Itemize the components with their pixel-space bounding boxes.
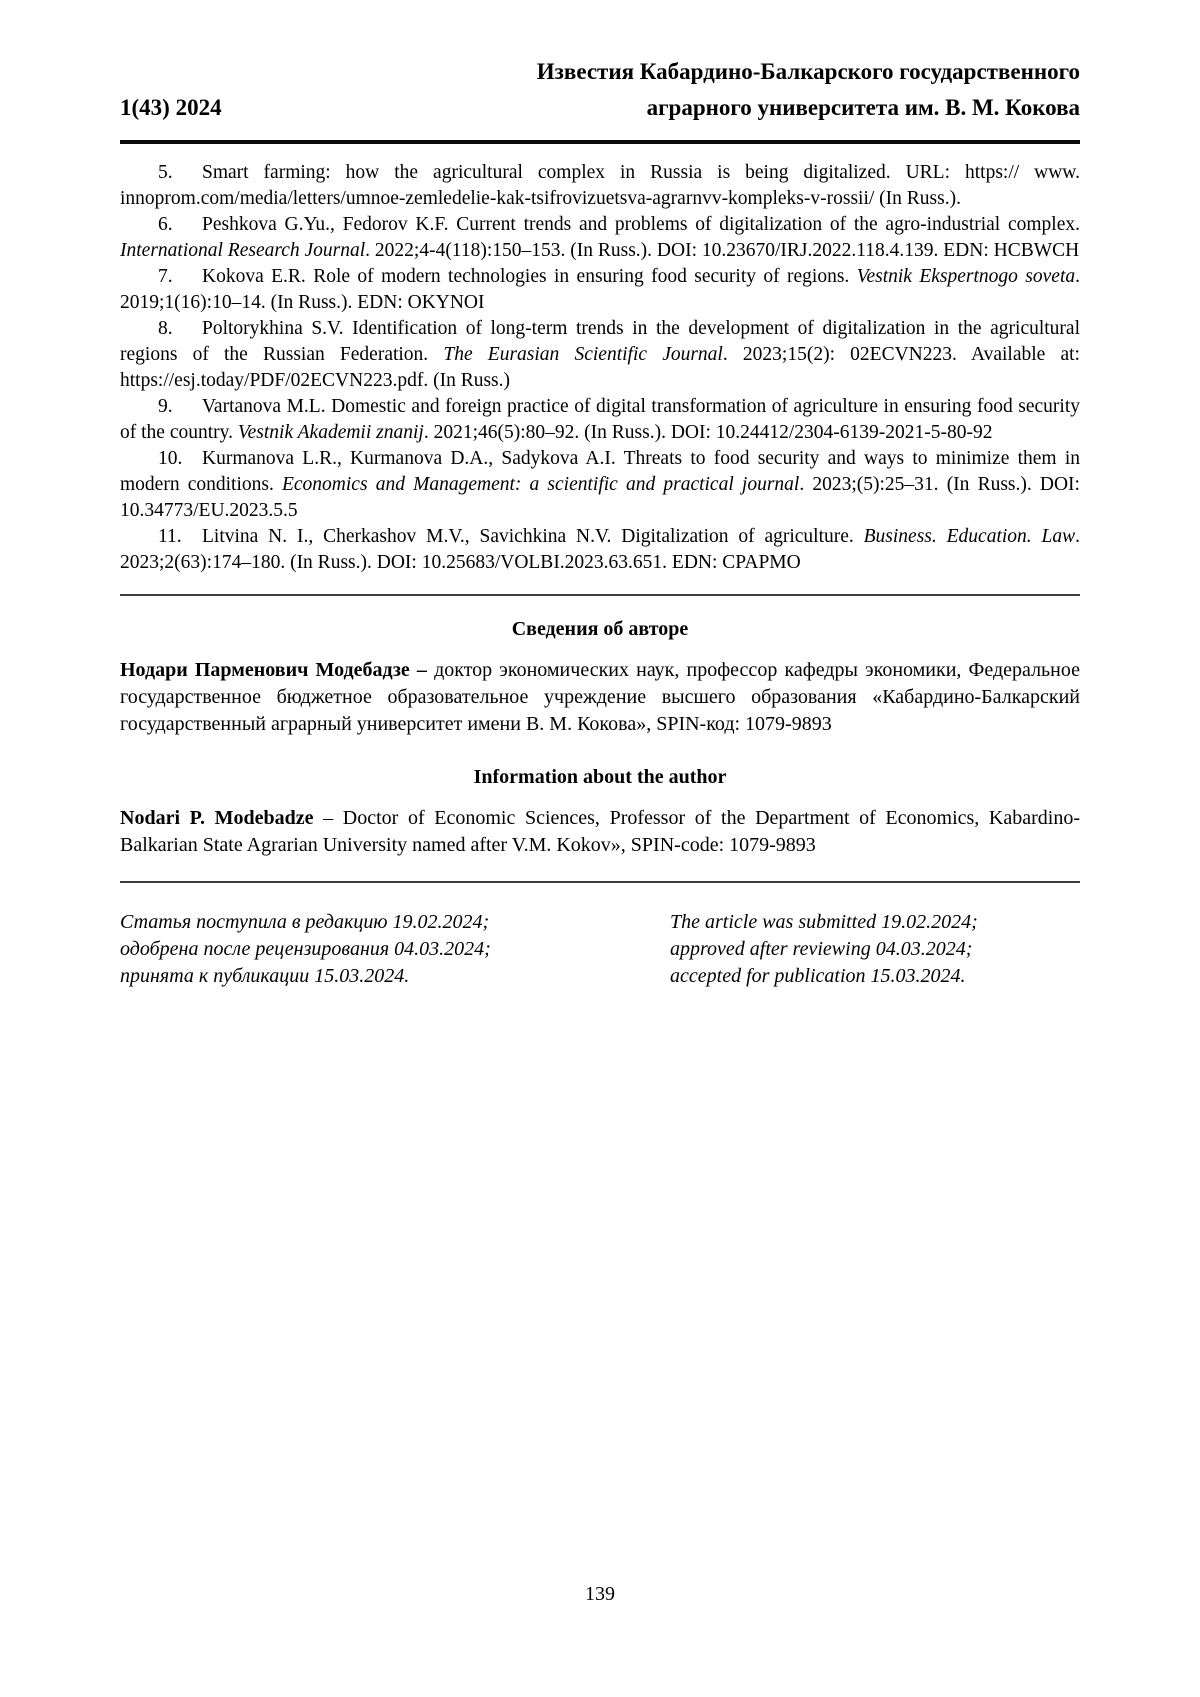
header-rule	[120, 140, 1080, 144]
submission-date-line: accepted for publication 15.03.2024.	[670, 965, 966, 987]
reference-number: 9.	[158, 396, 173, 417]
reference-text-segment: Smart farming: how the agricultural complex in Russia is being digitalized. URL: https:// www. innoprom.com/media/letters/umnoe-zemledelie-kak-tsifrovizuetsva-agrarnvv-kompleks-v-rossii/ (In Russ.).	[120, 162, 1080, 209]
reference-text-segment: Kokova E.R. Role of modern technologies in ensuring food security of regions.	[202, 266, 857, 287]
submission-date-line: The article was submitted 19.02.2024;	[670, 911, 978, 933]
reference-item	[120, 394, 1080, 446]
author-text-segment: Нодари Парменович Модебадзе –	[120, 659, 427, 681]
page-number: 139	[585, 1583, 615, 1605]
reference-item	[120, 316, 1080, 394]
page-header	[0, 0, 1200, 126]
journal-title-line2: аграрного университета им. В. М. Кокова	[646, 95, 1080, 120]
submission-dates-ru	[120, 909, 607, 990]
reference-item	[120, 212, 1080, 264]
reference-text-segment: Business. Education. Law	[863, 526, 1076, 547]
reference-text-segment: . 2021;46(5):80–92. (In Russ.). DOI: 10.24412/2304-6139-2021-5-80-92	[423, 422, 993, 443]
reference-text-segment: . 2022;4-4(118):150–153. (In Russ.). DOI: 10.23670/IRJ.2022.118.4.139. EDN: HCBWCH	[365, 240, 1080, 261]
author-info-ru	[120, 657, 1080, 738]
reference-text-segment: . 2023;2(63):174–180. (In Russ.). DOI: 10.25683/VOLBI.2023.63.651. EDN: CPAPMO	[120, 526, 1080, 573]
reference-text-segment: Vestnik Ekspertnogo soveta	[856, 266, 1076, 287]
reference-text-segment: Vestnik Akademii znanij	[237, 422, 424, 443]
reference-number: 5.	[158, 162, 173, 183]
reference-text-segment: Economics and Management: a scientific and practical journal	[281, 474, 800, 495]
submission-dates	[120, 909, 1080, 990]
reference-text-segment: . 2019;1(16):10–14. (In Russ.). EDN: OKYNOI	[120, 266, 1080, 313]
reference-text-segment: Poltorykhina S.V. Identification of long-term trends in the development of digitalization in the agricultural regions of the Russian Federation.	[120, 318, 1080, 365]
reference-text-segment: . 2023;15(2): 02ECVN223. Available at: https://esj.today/PDF/02ECVN223.pdf. (In Russ.)	[120, 344, 1080, 391]
reference-item	[120, 524, 1080, 576]
reference-number: 8.	[158, 318, 173, 339]
submission-date-line: принята к публикации 15.03.2024.	[120, 965, 410, 987]
reference-item	[120, 160, 1080, 212]
reference-text-segment: Peshkova G.Yu., Fedorov K.F. Current trends and problems of digitalization of the agro-industrial complex.	[202, 214, 1080, 235]
reference-text-segment: Litvina N. I., Cherkashov M.V., Savichkina N.V. Digitalization of agriculture.	[202, 526, 864, 547]
reference-text-segment: Vartanova M.L. Domestic and foreign practice of digital transformation of agriculture in ensuring food security of the country.	[120, 396, 1080, 443]
reference-number: 6.	[158, 214, 173, 235]
reference-text-segment: International Research Journal	[120, 240, 366, 261]
author-text-segment: Nodari P. Modebadze	[120, 807, 314, 829]
reference-number: 11.	[158, 526, 182, 547]
reference-text-segment: The Eurasian Scientific Journal	[443, 344, 723, 365]
author-info-heading-ru: Сведения об авторе	[511, 618, 689, 640]
submission-date-line: approved after reviewing 04.03.2024;	[670, 938, 973, 960]
submission-date-line: Статья поступила в редакцию 19.02.2024;	[120, 911, 490, 933]
journal-title	[537, 54, 1080, 126]
references-list	[120, 160, 1080, 576]
submission-date-line: одобрена после рецензирования 04.03.2024;	[120, 938, 491, 960]
section-divider-top	[120, 594, 1080, 596]
author-info-heading-en: Information about the author	[473, 766, 727, 788]
author-text-segment: – Doctor of Economic Sciences, Professor of the Department of Economics, Kabardino-Balkarian State Agrarian University named after V.M. Kokov», SPIN-code: 1079-9893	[120, 807, 1080, 856]
author-text-segment: доктор экономических наук, профессор кафедры экономики, Федеральное государственное бюджетное образовательное учреждение высшего образования «Кабардино-Балкарский государственный аграрный университет имени В. М. Кокова», SPIN-код: 1079-9893	[120, 659, 1080, 735]
section-divider-bottom	[120, 881, 1080, 883]
reference-number: 7.	[158, 266, 173, 287]
submission-dates-en	[670, 909, 978, 990]
reference-text-segment: Kurmanova L.R., Kurmanova D.A., Sadykova A.I. Threats to food security and ways to minimize them in modern conditions.	[120, 448, 1080, 495]
reference-number: 10.	[158, 448, 183, 469]
author-info-en	[120, 805, 1080, 859]
journal-title-line1: Известия Кабардино-Балкарского государственного	[536, 59, 1080, 84]
reference-text-segment: . 2023;(5):25–31. (In Russ.). DOI: 10.34773/EU.2023.5.5	[120, 474, 1080, 521]
reference-item	[120, 264, 1080, 316]
issue-label: 1(43) 2024	[120, 95, 222, 120]
reference-item	[120, 446, 1080, 524]
